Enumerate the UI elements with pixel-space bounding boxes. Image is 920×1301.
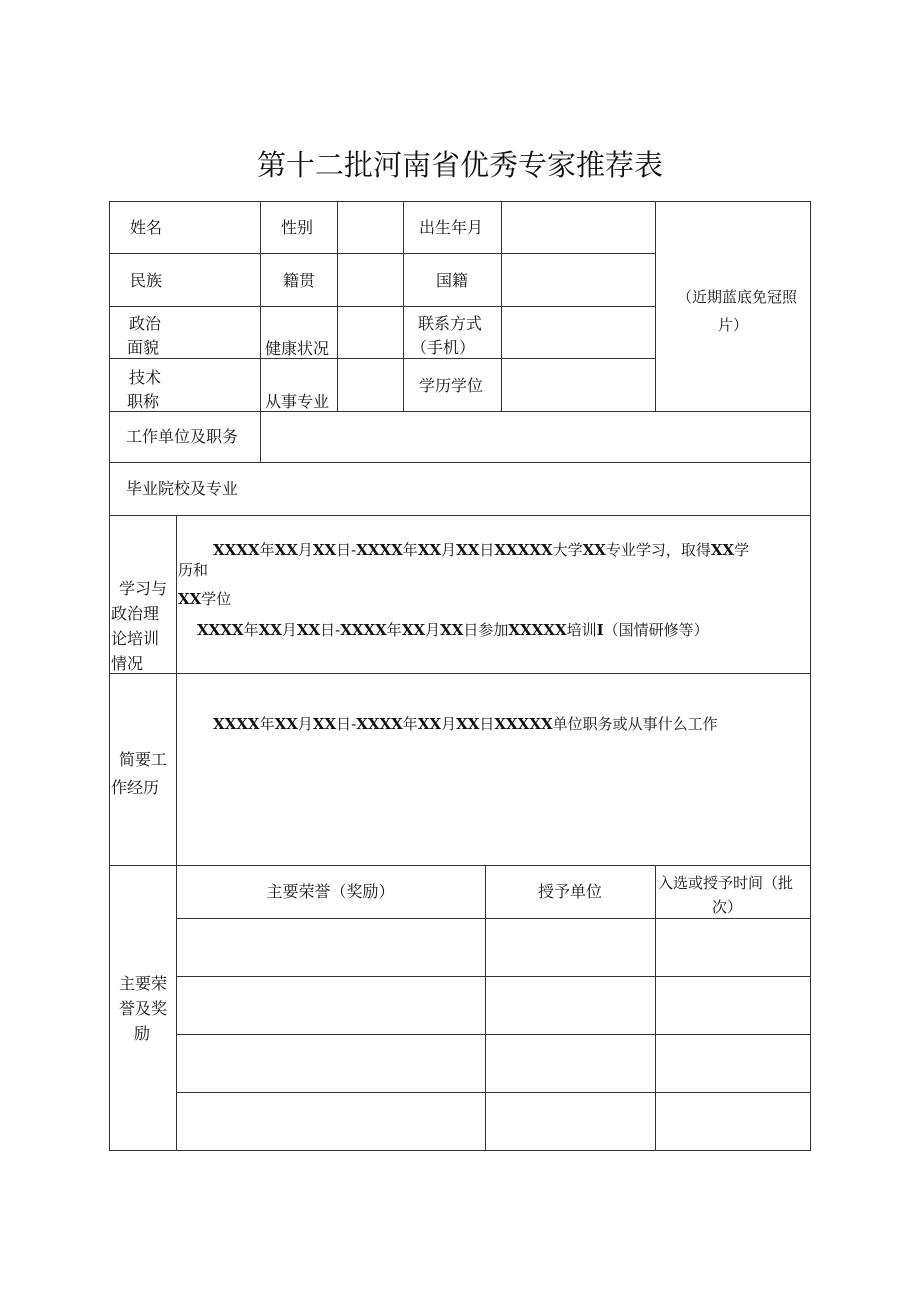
gender-label: 性别 [281, 218, 314, 237]
honors-column-header-honor: 主要荣誉（奖励） [266, 882, 395, 901]
nationality-label: 国籍 [436, 271, 469, 290]
photo-placeholder-line2: 片） [718, 316, 749, 334]
page-title: 第十二批河南省优秀专家推荐表 [256, 148, 663, 182]
training-entry-line: XXXX年XX月XX日-XXXX年XX月XX日参加XXXXX培训I（国情研修等） [197, 621, 709, 639]
study-label-line3: 论培训 [111, 629, 160, 648]
birth-label: 出生年月 [419, 218, 484, 237]
study-label-line2: 政治理 [111, 604, 160, 623]
honors-table-row [176, 1034, 811, 1092]
study-entry-line1-continued: 历和 [178, 561, 209, 579]
work-unit-label: 工作单位及职务 [126, 427, 239, 446]
study-label-line4: 情况 [111, 654, 144, 673]
honors-column-header-unit: 授予单位 [537, 882, 602, 901]
study-label-line1: 学习与 [119, 579, 168, 598]
graduate-label: 毕业院校及专业 [126, 479, 239, 498]
honors-table-row [176, 918, 811, 976]
specialty-label: 从事专业 [265, 392, 330, 411]
contact-label-line1: 联系方式 [418, 314, 483, 333]
work-history-entry: XXXX年XX月XX日-XXXX年XX月XX日XXXXX单位职务或从事什么工作 [213, 715, 718, 733]
political-label-line2: 面貌 [127, 338, 160, 357]
ethnicity-label: 民族 [130, 271, 163, 290]
honors-label-line1: 主要荣 [119, 974, 168, 993]
honors-table-row [176, 1092, 811, 1150]
photo-placeholder-line1: （近期蓝底免冠照 [677, 288, 798, 306]
honors-label-line2: 誉及奖 [119, 999, 168, 1018]
honors-label-line3: 励 [134, 1024, 151, 1043]
honors-table-row [176, 976, 811, 1034]
native-place-label: 籍贯 [283, 271, 316, 290]
work-history-label-line1: 简要工 [119, 750, 168, 769]
education-label: 学历学位 [419, 376, 484, 395]
study-entry-line2: XX学位 [178, 590, 232, 608]
honors-column-header-time-line1: 入选或授予时间（批 [658, 874, 794, 892]
study-entry-line1: XXXX年XX月XX日-XXXX年XX月XX日XXXXX大学XX专业学习，取得XX学 [213, 541, 750, 559]
name-label: 姓名 [130, 218, 163, 237]
contact-label-line2: （手机） [411, 338, 476, 357]
work-history-label-line2: 作经历 [111, 778, 160, 797]
health-label: 健康状况 [265, 339, 330, 358]
tech-title-label-line2: 职称 [127, 392, 160, 411]
tech-title-label-line1: 技术 [129, 368, 162, 387]
honors-column-header-time-line2: 次） [712, 898, 743, 916]
political-label-line1: 政治 [129, 314, 162, 333]
